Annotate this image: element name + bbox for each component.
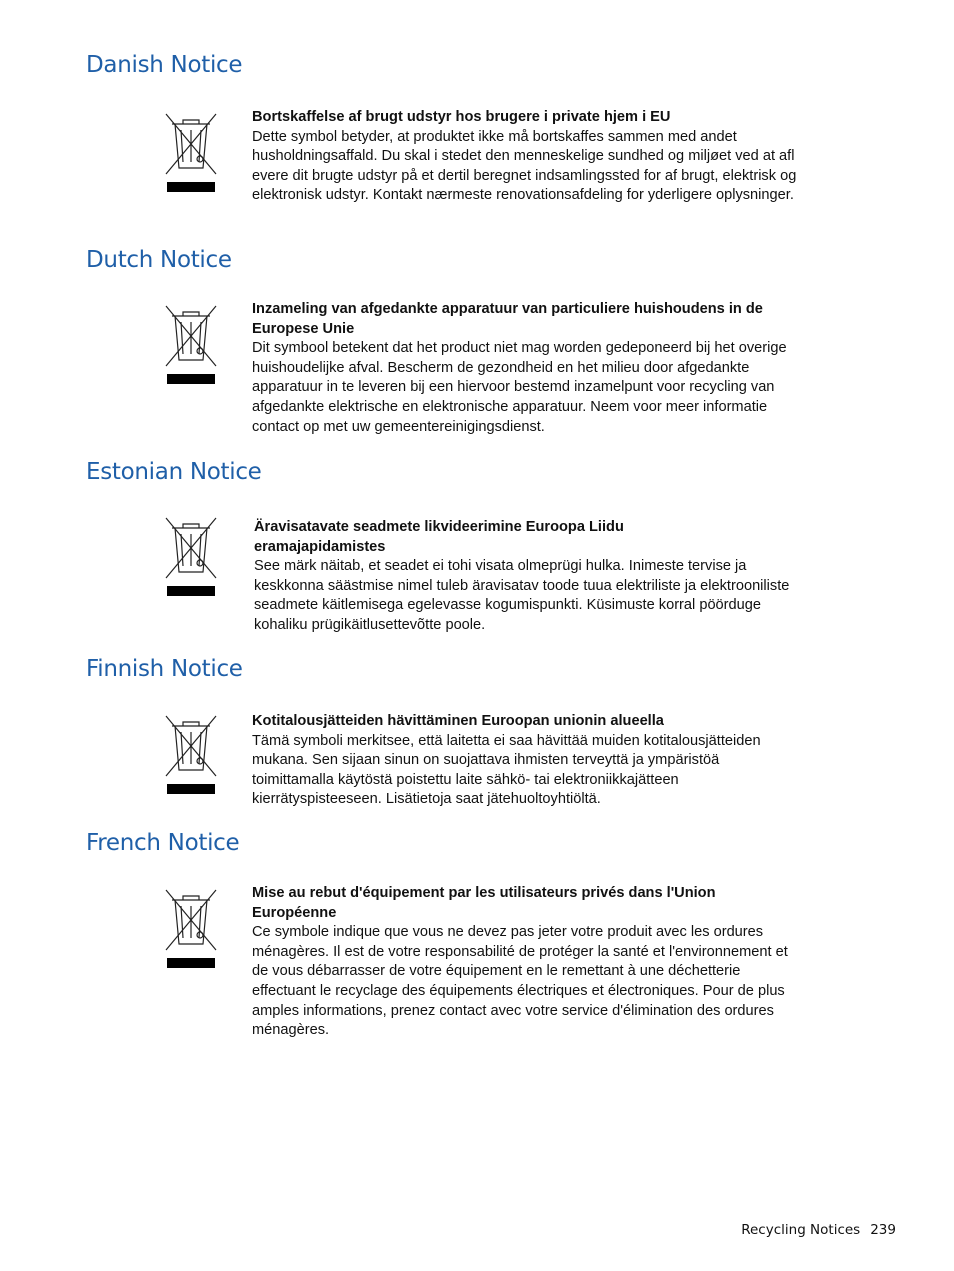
notice-title: Äravisatavate seadmete likvideerimine Euroopa Liidu eramajapidamistes — [254, 519, 624, 555]
notice-text — [252, 712, 800, 810]
footer-label: Recycling Notices — [741, 1222, 861, 1238]
notice-text — [254, 518, 794, 636]
notice-title: Inzameling van afgedankte apparatuur van particuliere huishoudens in de Europese Unie — [252, 301, 763, 337]
notice-title: Kotitalousjätteiden hävittäminen Euroopan unionin alueella — [252, 713, 664, 729]
crossed-out-wheeled-bin-icon — [164, 886, 218, 972]
notice-text — [252, 108, 800, 206]
notice-text — [252, 884, 792, 1041]
page-footer — [741, 1222, 896, 1238]
crossed-out-wheeled-bin-icon — [164, 712, 218, 798]
notice-title: Bortskaffelse af brugt udstyr hos brugere i private hjem i EU — [252, 109, 671, 125]
notice-title: Mise au rebut d'équipement par les utilisateurs privés dans l'Union Européenne — [252, 885, 716, 921]
notice-text — [252, 300, 800, 437]
section-heading: Dutch Notice — [86, 247, 232, 273]
crossed-out-wheeled-bin-icon — [164, 110, 218, 196]
section-heading: Danish Notice — [86, 52, 243, 78]
notice-body: Dit symbool betekent dat het product niet mag worden gedeponeerd bij het overige huishoudelijke afval. Bescherm de gezondheid en het milieu door afgedankte apparatuur in te leveren bij een hiervoor bestemd inzamelpunt voor recycling van afgedankte elektrische en elektronische apparatuur. Neem voor meer informatie contact op met uw gemeentereinigingsdienst. — [252, 340, 787, 435]
crossed-out-wheeled-bin-icon — [164, 302, 218, 388]
section-heading: French Notice — [86, 830, 240, 856]
notice-body: See märk näitab, et seadet ei tohi visata olmeprügi hulka. Inimeste tervise ja keskkonna säästmise nimel tuleb äravisatav toode tuua elektriliste ja elektrooniliste seadmete käitlemisega egelevasse kogumispunkti. Küsimuste korral pöörduge kohaliku prügikäitlusettevõtte poole. — [254, 558, 790, 633]
notice-body: Dette symbol betyder, at produktet ikke må bortskaffes sammen med andet husholdningsaffald. Du skal i stedet den menneskelige sundhed og miljøet ved at afl evere dit brugte udstyr på et dertil beregnet indsamlingssted for af brugt, elektrisk og elektronisk udstyr. Kontakt nærmeste renovationsafdeling for yderligere oplysninger. — [252, 128, 797, 204]
section-heading: Finnish Notice — [86, 656, 243, 682]
page-number: 239 — [870, 1222, 896, 1238]
notice-body: Ce symbole indique que vous ne devez pas jeter votre produit avec les ordures ménagères. Il est de votre responsabilité de protéger la santé et l'environnement et de vous débarrasser de votre équipement en le remettant à une déchetterie effectuant le recyclage des équipements électriques et électroniques. Pour de plus amples informations, prenez contact avec votre service d'élimination des ordures ménagères. — [252, 924, 788, 1039]
notice-body: Tämä symboli merkitsee, että laitetta ei saa hävittää muiden kotitalousjätteiden mukana. Sen sijaan sinun on suojattava ihmisten terveyttä ja ympäristöä toimittamalla käytöstä poistettu laite sähkö- tai elektroniikkajätteen kierrätyspisteeseen. Lisätietoja saat jätehuoltoyhtiöltä. — [252, 732, 761, 808]
section-heading: Estonian Notice — [86, 459, 262, 485]
crossed-out-wheeled-bin-icon — [164, 514, 218, 600]
